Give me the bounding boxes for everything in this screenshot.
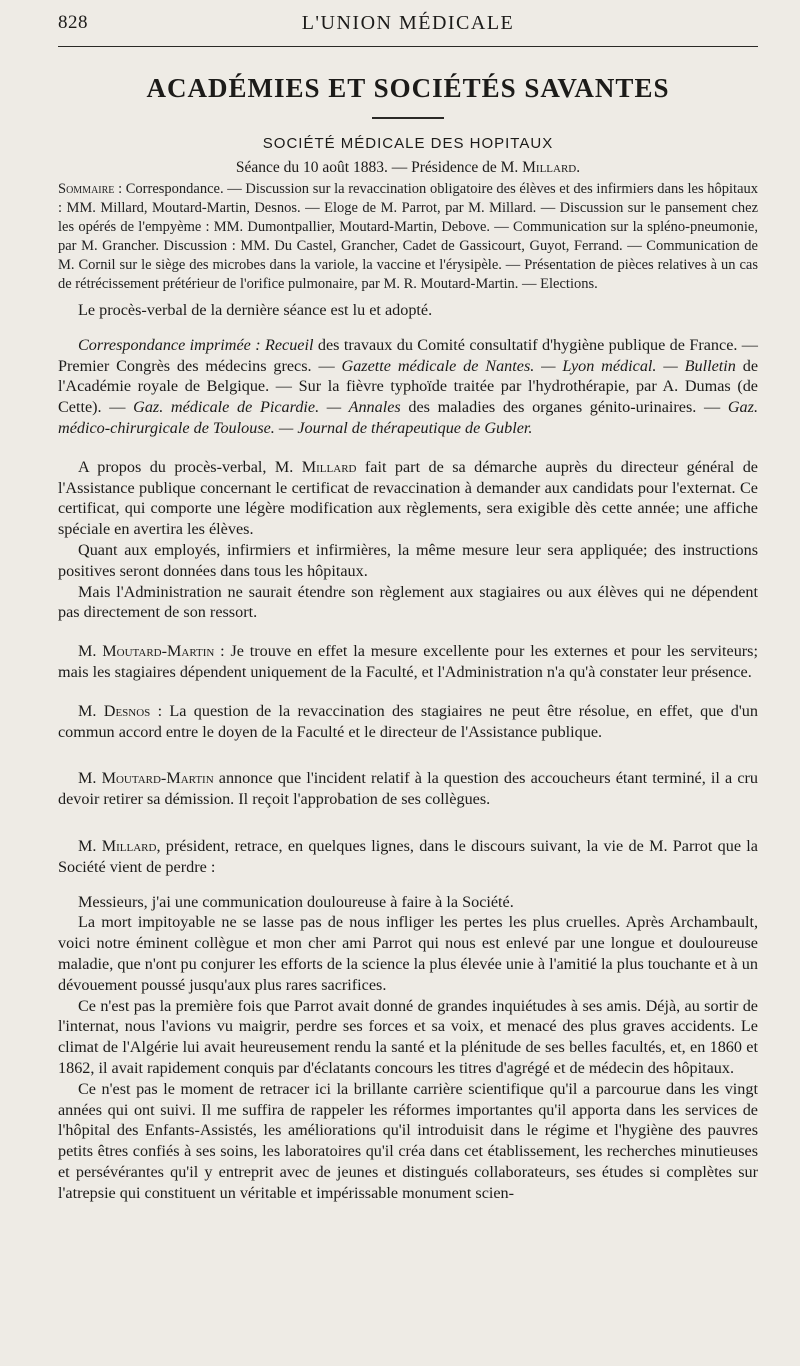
paragraph-premiere-fois: Ce n'est pas la première fois que Parrot avait donné de grandes inquiétudes à ses amis. Déjà, au sortir de l'internat, nous l'avions vu maigrir, perdre ses forces et sa voix, et menacé des plus graves accidents. Le climat de l'Algérie lui avait heureusement rendu la santé et la plénitude de ses belles facultés, et, en 1860 et 1862, il avait rapidement conquis par d'éclatants concours les titres d'agrégé et de médecin des hôpitaux. <box>58 996 758 1077</box>
paragraph-moutard-martin <box>58 641 758 683</box>
paragraph-eloge-intro <box>58 836 758 878</box>
seance-line <box>58 158 758 178</box>
running-head <box>58 12 758 40</box>
italic-text: Gaz. médicale de Picardie. — Annales <box>133 398 401 417</box>
sommaire <box>58 180 758 294</box>
paragraph-text: , président, retrace, en quelques lignes, dans le discours suivant, la vie de M. Parrot que la Société vient de perdre : <box>58 836 758 876</box>
paragraph-text: M. <box>78 642 103 661</box>
page-number: 828 <box>58 12 88 33</box>
paragraph-text: fait part de sa démarche auprès du directeur général de l'Assistance publique concernant le certificat de revaccination à demander aux candidats pour l'externat. Ce certificat, qui comporte une légère modification aux règlements, sera exigible dès cette année; une affiche spéciale en avertira les élèves. <box>58 457 758 539</box>
paragraph-correspondance <box>58 335 758 439</box>
paragraph-text: M. <box>78 701 104 720</box>
speaker-name: Moutard-Martin <box>101 769 214 788</box>
sommaire-text: : Correspondance. — Discussion sur la revaccination obligatoire des élèves et des infirmiers dans les hôpitaux : MM. Millard, Moutard-Martin, Desnos. — Eloge de M. Parrot, par M. Millard. — Discussion sur le pansement chez les opérés de l'empyème : MM. Dumontpallier, Moutard-Martin, Debove. — Communication sur la spléno-pneumonie, par M. Grancher. Discussion : MM. Du Castel, Grancher, Cadet de Gassicourt, Guyot, Ferrand. — Communication de M. Cornil sur le siège des microbes dans la variole, la vaccine et l'érysipèle. — Présentation de pièces relatives à un cas de rétrécissement prétérieur de l'orifice pulmonaire, par M. R. Moutard-Martin. — Elections. <box>58 181 758 292</box>
seance-text: Séance du 10 août 1883. — Présidence de M. <box>235 159 519 176</box>
speaker-name: Millard <box>301 457 357 476</box>
section-title: ACADÉMIES ET SOCIÉTÉS SAVANTES <box>146 73 670 103</box>
paragraph-messieurs: Messieurs, j'ai une communication douloureuse à faire à la Société. <box>78 892 514 911</box>
paragraph-employes: Quant aux employés, infirmiers et infirmières, la même mesure leur sera appliquée; des instructions positives seront données dans tous les hôpitaux. <box>58 540 758 580</box>
paragraph-text: : Je trouve en effet la mesure excellente pour les externes et pour les serviteurs; mais les stagiaires dépendent uniquement de la Faculté, et l'Administration n'a qu'à constater leur présence. <box>58 642 758 681</box>
paragraph-text: annonce que l'incident relatif à la question des accoucheurs étant terminé, il a cru devoir retirer sa démission. Il reçoit l'approbation de ses collègues. <box>58 769 758 809</box>
society-name: SOCIÉTÉ MÉDICALE DES HOPITAUX <box>262 135 554 152</box>
speaker-name: Moutard-Martin <box>102 642 215 661</box>
paragraph-text: M. <box>78 769 102 788</box>
seance-president: Millard. <box>522 159 581 176</box>
paragraph-text: M. <box>78 836 102 855</box>
paragraph-text: des travaux du Comité consultatif d'hygiène publique de France. — Premier Congrès des médecins grecs. — <box>58 335 758 375</box>
paragraph-text: de l'Académie royale de Belgique. — Sur la fièvre typhoïde traitée par l'hydrothérapie, par A. Dumas (de Cette). — <box>58 356 759 417</box>
speaker-name: Millard <box>101 836 157 855</box>
paragraph-text: A propos du procès-verbal, M. <box>78 457 302 476</box>
header-rule <box>58 46 758 47</box>
sommaire-label: Sommaire <box>58 181 115 197</box>
italic-text: Gazette médicale de Nantes. — Lyon médical. — Bulletin <box>341 356 736 375</box>
paragraph-text: : La question de la revaccination des stagiaires ne peut être résolue, en effet, que d'un commun accord entre le doyen de la Faculté et le directeur de l'Assistance publique. <box>58 701 758 741</box>
paragraph-mort-impitoyable: La mort impitoyable ne se lasse pas de nous infliger les pertes les plus cruelles. Après Archambault, voici notre éminent collègue et mon cher ami Parrot qui nous est enlevé par une longue et douloureuse maladie, que n'ont pu conjurer les efforts de la science la plus élevée unie à l'amitié la plus touchante et à un dévouement poussé jusqu'aux plus rares sacrifices. <box>58 913 758 994</box>
italic-text: Gaz. médico-chirurgicale de Toulouse. — Journal de thérapeutique de Gubler. <box>58 398 758 437</box>
speaker-name: Desnos <box>103 701 151 720</box>
title-rule <box>372 117 444 119</box>
paragraph-desnos <box>58 701 758 743</box>
paragraph-carriere: Ce n'est pas le moment de retracer ici la brillante carrière scientifique qu'il a parcourue dans les vingt années qui ont suivi. Il me suffira de rappeler les réformes importantes qu'il apporta dans les services de l'hôpital des Enfants-Assistés, les améliorations qu'il introduisit dans le régime et l'hygiène des pauvres petits êtres confiés à ses soins, les laboratoires qu'il créa dans cet établissement, les recherches minutieuses et persévérantes qu'il y entreprit avec de jeunes et distingués collaborateurs, ses études si complètes sur l'atrepsie qui constituent un véritable et impérissable monument scien- <box>58 1079 758 1202</box>
journal-title: L'UNION MÉDICALE <box>301 12 515 34</box>
italic-text: Correspondance imprimée : Recueil <box>78 335 314 354</box>
paragraph-proces-verbal: Le procès-verbal de la dernière séance est lu et adopté. <box>78 301 433 319</box>
paragraph-text: des maladies des organes génito-urinaires. — <box>400 398 728 417</box>
paragraph-administration: Mais l'Administration ne saurait étendre son règlement aux stagiaires ou aux élèves qui ne dépendent pas directement de son ressort. <box>58 582 758 622</box>
paragraph-millard-proces-verbal <box>58 457 758 540</box>
paragraph-demission <box>58 768 758 810</box>
body-text <box>58 300 758 1203</box>
